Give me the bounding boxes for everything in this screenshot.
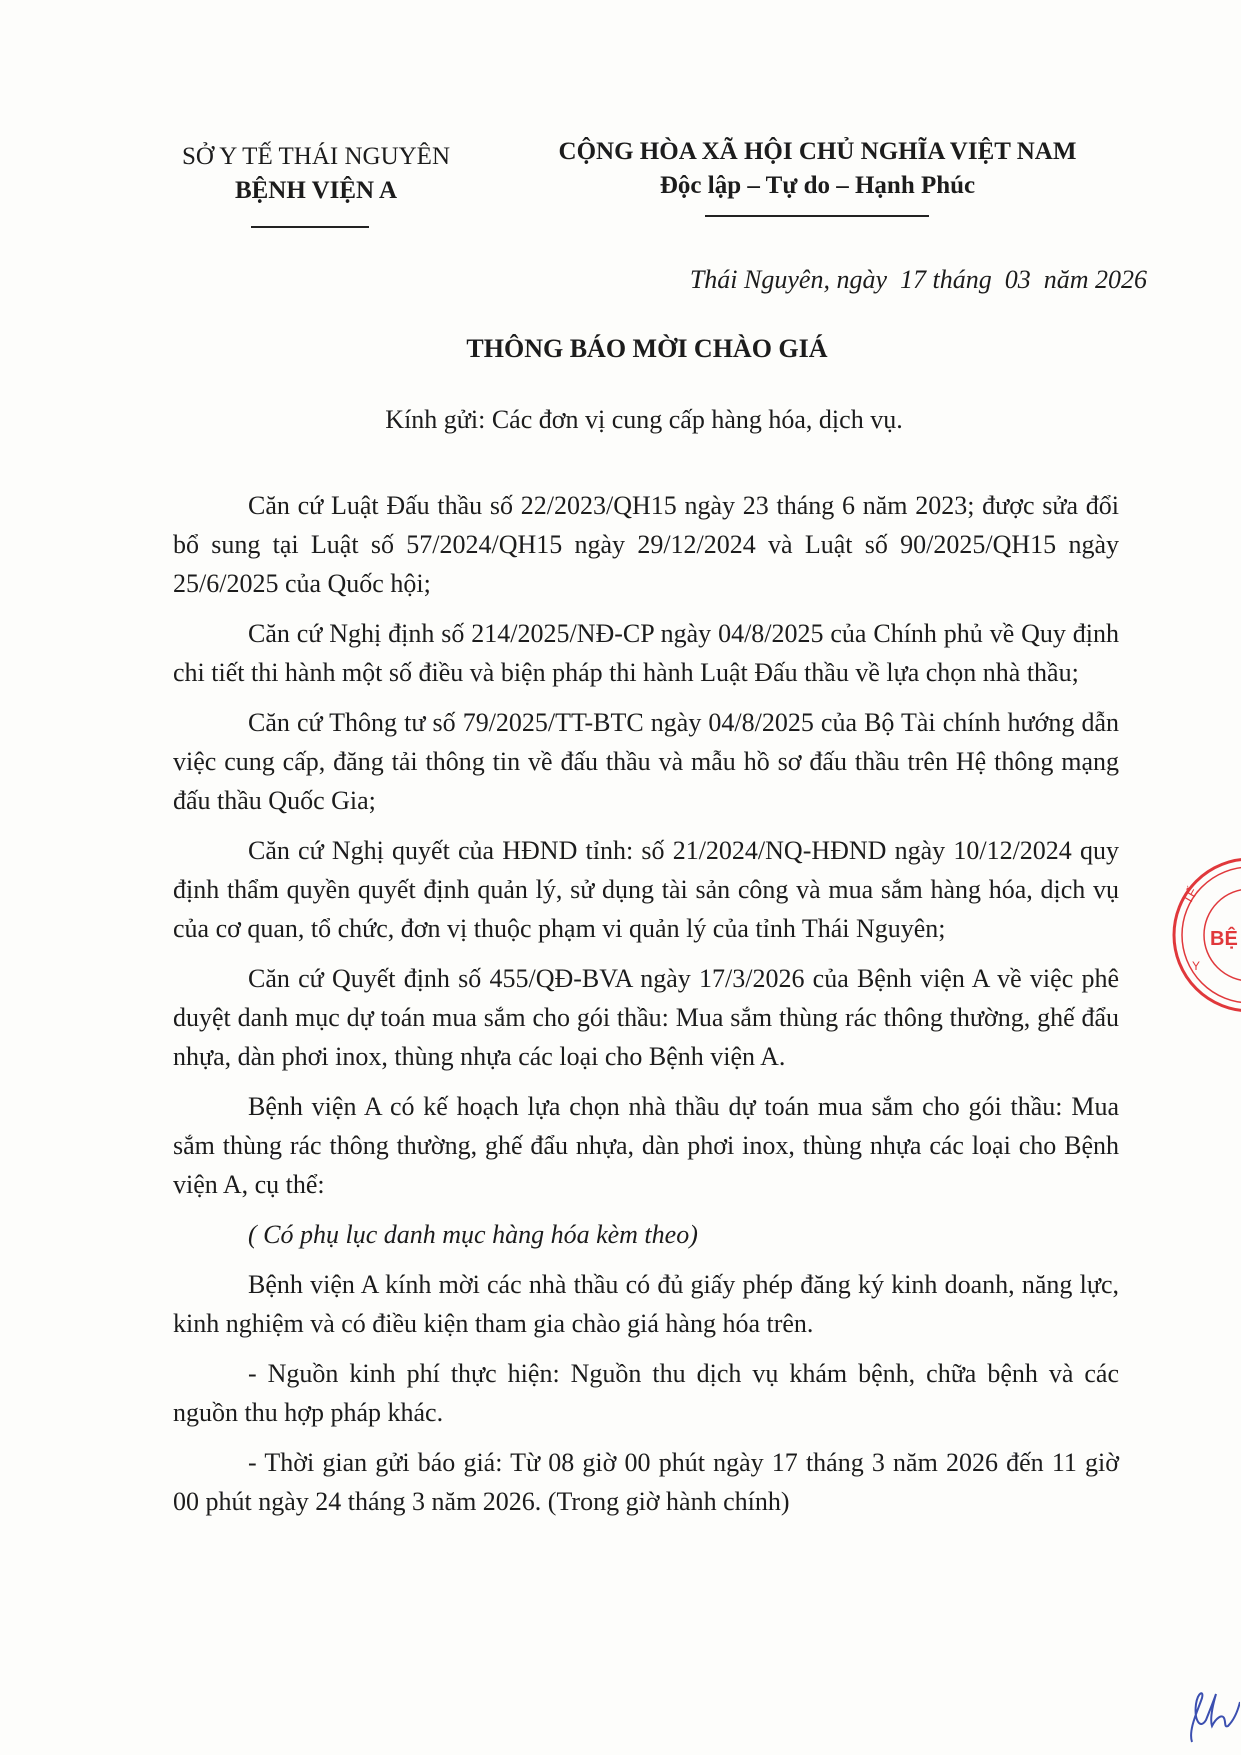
document-title: THÔNG BÁO MỜI CHÀO GIÁ xyxy=(466,334,828,363)
left-divider xyxy=(251,226,369,228)
paragraph: Bệnh viện A có kế hoạch lựa chọn nhà thầu dự toán mua sắm cho gói thầu: Mua sắm thùng rác thông thường, ghế đẩu nhựa, dàn phơi inox, thùng nhựa các loại cho Bệnh viện A, cụ thể: xyxy=(173,1092,1119,1199)
issuing-agency-block xyxy=(150,140,482,208)
paragraph: Căn cứ Luật Đấu thầu số 22/2023/QH15 ngày 23 tháng 6 năm 2023; được sửa đổi bổ sung tại Luật số 57/2024/QH15 ngày 29/12/2024 và Luật số 90/2025/QH15 ngày 25/6/2025 của Quốc hội; xyxy=(173,491,1119,598)
date-line: Thái Nguyên, ngày 17 tháng 03 năm 2026 xyxy=(689,265,1147,294)
nation-name: CỘNG HÒA XÃ HỘI CHỦ NGHĨA VIỆT NAM xyxy=(558,138,1077,165)
motto: Độc lập – Tự do – Hạnh Phúc xyxy=(659,172,976,199)
paragraph: Bệnh viện A kính mời các nhà thầu có đủ giấy phép đăng ký kinh doanh, năng lực, kinh nghiệm và có điều kiện tham gia chào giá hàng hóa trên. xyxy=(173,1270,1119,1338)
svg-text:TẾ: TẾ xyxy=(1179,884,1201,907)
greeting: Kính gửi: Các đơn vị cung cấp hàng hóa, dịch vụ. xyxy=(385,405,903,434)
paragraph: Căn cứ Nghị định số 214/2025/NĐ-CP ngày 04/8/2025 của Chính phủ về Quy định chi tiết thi hành một số điều và biện pháp thi hành Luật Đấu thầu về lựa chọn nhà thầu; xyxy=(173,619,1119,687)
paragraph: Căn cứ Quyết định số 455/QĐ-BVA ngày 17/3/2026 của Bệnh viện A về việc phê duyệt danh mục dự toán mua sắm cho gói thầu: Mua sắm thùng rác thông thường, ghế đẩu nhựa, dàn phơi inox, thùng nhựa các loại cho Bệnh viện A. xyxy=(173,964,1119,1071)
submission-period: - Thời gian gửi báo giá: Từ 08 giờ 00 phút ngày 17 tháng 3 năm 2026 đến 11 giờ 00 phút ngày 24 tháng 3 năm 2026. (Trong giờ hành chính) xyxy=(173,1448,1119,1516)
unit-name: BỆNH VIỆN A xyxy=(234,177,398,204)
paragraph: Căn cứ Nghị quyết của HĐND tỉnh: số 21/2024/NQ-HĐND ngày 10/12/2024 quy định thẩm quyền quyết định quản lý, sử dụng tài sản công và mua sắm hàng hóa, dịch vụ của cơ quan, tổ chức, đơn vị thuộc phạm vi quản lý của tỉnh Thái Nguyên; xyxy=(173,836,1119,943)
national-header-block xyxy=(520,135,1115,203)
signature-initials xyxy=(1180,1680,1240,1750)
paragraph: Căn cứ Thông tư số 79/2025/TT-BTC ngày 04/8/2025 của Bộ Tài chính hướng dẫn việc cung cấp, đăng tải thông tin về đấu thầu và mẫu hồ sơ đấu thầu trên Hệ thông mạng đấu thầu Quốc Gia; xyxy=(173,708,1119,815)
svg-text:Y: Y xyxy=(1192,959,1201,973)
agency-name: SỞ Y TẾ THÁI NGUYÊN xyxy=(181,143,451,170)
funding-source: - Nguồn kinh phí thực hiện: Nguồn thu dịch vụ khám bệnh, chữa bệnh và các nguồn thu hợp pháp khác. xyxy=(173,1359,1119,1427)
red-seal-stamp xyxy=(1170,855,1241,1015)
right-divider xyxy=(705,215,929,217)
appendix-note: ( Có phụ lục danh mục hàng hóa kèm theo) xyxy=(248,1220,698,1249)
svg-text:BỆ: BỆ xyxy=(1210,928,1238,950)
document-body xyxy=(173,486,1119,1532)
